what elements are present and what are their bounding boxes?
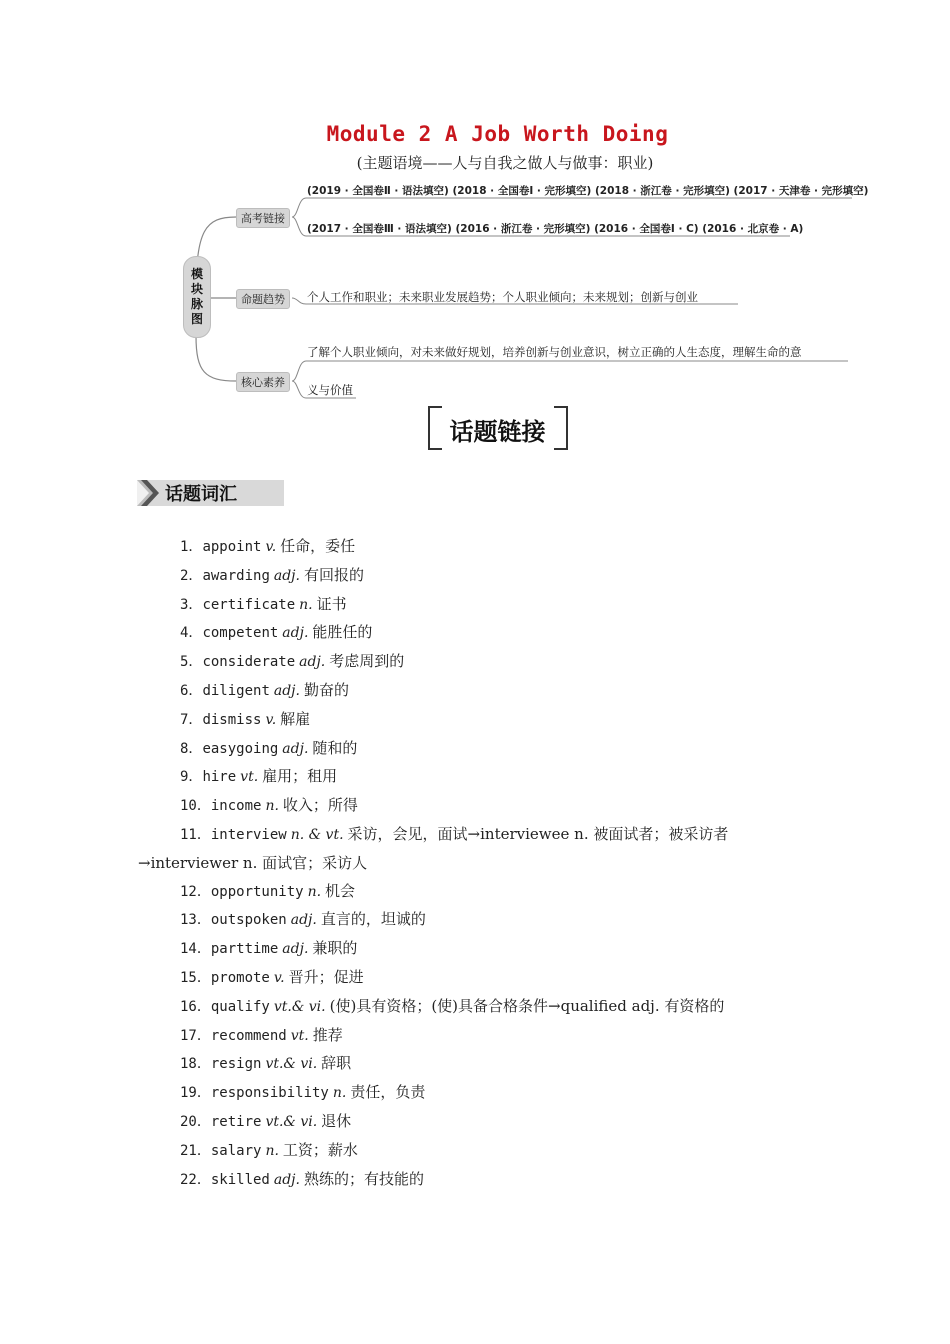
vocab-word: interview (210, 826, 287, 843)
vocab-pos: adj. (282, 740, 309, 757)
vocab-meaning: 推荐 (312, 1025, 343, 1044)
vocab-number: 15． (180, 969, 211, 986)
list-item (138, 619, 823, 648)
vocab-meaning: 随和的 (312, 738, 358, 757)
vocab-meaning: 收入；所得 (282, 796, 358, 815)
vocab-pos: n. & vt. (290, 826, 344, 843)
vocab-pos: vt. (240, 769, 259, 786)
vocab-word: competent (202, 625, 279, 642)
mindmap-node-gaokao: 高考链接 (236, 208, 290, 228)
vocab-number: 13． (180, 912, 211, 929)
list-item (138, 1050, 823, 1079)
vocab-meaning: 采访，会见，面试→interviewee n. 被面试者；被采访者→interviewer n. 面试官；采访人 (138, 824, 729, 872)
vocab-meaning: 能胜任的 (312, 623, 373, 642)
list-item (138, 562, 823, 591)
vocab-number: 18． (180, 1056, 211, 1073)
vocab-meaning: 证书 (316, 594, 347, 613)
vocab-number: 12． (180, 883, 211, 900)
vocab-word: easygoing (202, 740, 279, 757)
list-item (138, 706, 823, 735)
vocab-meaning: (使)具有资格；(使)具备合格条件→qualified adj. 有资格的 (329, 996, 725, 1015)
list-item (138, 878, 823, 907)
vocab-word: recommend (210, 1027, 287, 1044)
vocab-pos: n. (307, 883, 322, 900)
vocab-pos: adj. (282, 941, 309, 958)
module-title: Module 2 A Job Worth Doing (326, 122, 669, 146)
vocab-meaning: 解雇 (280, 709, 311, 728)
list-item (138, 993, 823, 1022)
list-item (138, 964, 823, 993)
vocab-meaning: 考虑周到的 (329, 652, 405, 671)
vocab-number: 5． (180, 654, 203, 671)
vocab-word: opportunity (210, 883, 304, 900)
vocab-word: appoint (202, 539, 262, 555)
vocab-pos: adj. (299, 654, 326, 671)
list-item (138, 648, 823, 677)
vocab-number: 6． (180, 682, 203, 699)
vocab-number: 9． (180, 769, 203, 786)
list-item (138, 1079, 823, 1108)
list-item (138, 591, 823, 620)
vocab-word: promote (210, 969, 270, 986)
vocab-word: skilled (210, 1171, 270, 1188)
mindmap-connectors (0, 0, 950, 400)
vocab-pos: v. (265, 539, 277, 555)
vocab-meaning: 晋升；促进 (288, 967, 364, 986)
vocab-number: 10． (180, 798, 211, 815)
vocab-list (138, 533, 823, 1194)
mindmap-root (183, 256, 211, 338)
mindmap-gaokao-line-1: (2019 · 全国卷Ⅱ · 语法填空) (2018 · 全国卷Ⅰ · 完形填空) (2018 · 浙江卷 · 完形填空) (2017 · 天津卷 · 完形填空) (307, 185, 869, 197)
vocab-heading-bar (137, 480, 284, 506)
list-item (138, 735, 823, 764)
mindmap-node-core: 核心素养 (236, 372, 290, 392)
list-item (138, 1108, 823, 1137)
list-item (138, 1022, 823, 1051)
vocab-pos: v. (265, 711, 277, 728)
mindmap-core-line-2: 义与价值 (307, 383, 353, 397)
vocab-word: salary (210, 1142, 262, 1159)
mindmap-root-label: 模块脉图 (190, 267, 203, 326)
vocab-pos: vt.& vi. (265, 1113, 318, 1130)
vocab-meaning: 雇用；租用 (262, 767, 338, 786)
vocab-pos: adj. (282, 625, 309, 642)
vocab-number: 8． (180, 740, 203, 757)
list-item (138, 821, 823, 878)
list-item (138, 935, 823, 964)
vocab-number: 16． (180, 998, 211, 1015)
vocab-pos: n. (265, 798, 279, 815)
vocab-number: 11． (180, 826, 211, 843)
section-title: 话题链接 (449, 418, 546, 446)
vocab-number: 20． (180, 1113, 211, 1130)
vocab-meaning: 工资；薪水 (282, 1140, 358, 1159)
vocab-number: 22． (180, 1171, 211, 1188)
vocab-pos: adj. (273, 682, 300, 699)
vocab-pos: v. (273, 969, 285, 986)
mindmap-trend-line: 个人工作和职业；未来职业发展趋势；个人职业倾向；未来规划；创新与创业 (307, 290, 698, 304)
mindmap-core-line-1: 了解个人职业倾向，对未来做好规划，培养创新与创业意识，树立正确的人生态度，理解生命的意 (307, 345, 802, 359)
mindmap-gaokao-line-2: (2017 · 全国卷Ⅲ · 语法填空) (2016 · 浙江卷 · 完形填空) (2016 · 全国卷Ⅰ · C) (2016 · 北京卷 · A) (307, 223, 804, 235)
vocab-meaning: 勤奋的 (303, 680, 349, 699)
vocab-pos: adj. (273, 1171, 300, 1188)
vocab-word: qualify (210, 998, 270, 1015)
vocab-word: responsibility (210, 1085, 329, 1102)
list-item (138, 533, 823, 562)
vocab-heading: 话题词汇 (165, 484, 237, 505)
vocab-pos: n. (299, 596, 313, 613)
vocab-meaning: 任命，委任 (280, 537, 356, 555)
vocab-word: retire (210, 1113, 262, 1130)
vocab-meaning: 机会 (325, 881, 356, 900)
vocab-word: dismiss (202, 711, 262, 728)
vocab-number: 14． (180, 941, 211, 958)
chevron-right-icon (137, 480, 161, 506)
vocab-pos: n. (332, 1085, 347, 1102)
list-item (138, 792, 823, 821)
list-item (138, 1166, 823, 1195)
vocab-word: awarding (202, 567, 270, 584)
vocab-word: considerate (202, 654, 296, 671)
vocab-meaning: 有回报的 (303, 565, 364, 584)
vocab-word: certificate (202, 596, 296, 613)
mindmap-node-trend: 命题趋势 (236, 289, 290, 309)
list-item (138, 1137, 823, 1166)
vocab-number: 3． (180, 596, 203, 613)
vocab-number: 17． (180, 1027, 211, 1044)
vocab-pos: vt.& vi. (273, 998, 326, 1015)
vocab-word: outspoken (210, 912, 287, 929)
vocab-number: 4． (180, 625, 203, 642)
vocab-number: 7． (180, 711, 203, 728)
vocab-number: 19． (180, 1085, 211, 1102)
vocab-number: 1． (180, 539, 203, 555)
vocab-word: hire (202, 769, 237, 786)
vocab-meaning: 熟练的；有技能的 (303, 1169, 424, 1188)
vocab-pos: vt.& vi. (265, 1056, 318, 1073)
vocab-meaning: 辞职 (321, 1054, 352, 1073)
bracket-right (554, 406, 568, 450)
vocab-meaning: 退休 (321, 1111, 352, 1130)
vocab-word: resign (210, 1056, 262, 1073)
vocab-number: 21． (180, 1142, 211, 1159)
list-item (138, 763, 823, 792)
module-subtitle: (主题语境——人与自我之做人与做事：职业) (356, 154, 654, 172)
vocab-meaning: 责任，负责 (350, 1083, 426, 1102)
vocab-word: parttime (210, 941, 279, 958)
bracket-left (428, 406, 442, 450)
vocab-word: income (210, 798, 262, 815)
vocab-number: 2． (180, 567, 203, 584)
vocab-meaning: 直言的，坦诚的 (320, 910, 426, 929)
vocab-pos: adj. (290, 912, 317, 929)
list-item (138, 677, 823, 706)
vocab-pos: n. (265, 1142, 279, 1159)
vocab-word: diligent (202, 682, 270, 699)
section-banner (0, 412, 950, 447)
list-item (138, 906, 823, 935)
vocab-pos: adj. (273, 567, 300, 584)
vocab-meaning: 兼职的 (312, 939, 358, 958)
vocab-pos: vt. (290, 1027, 309, 1044)
